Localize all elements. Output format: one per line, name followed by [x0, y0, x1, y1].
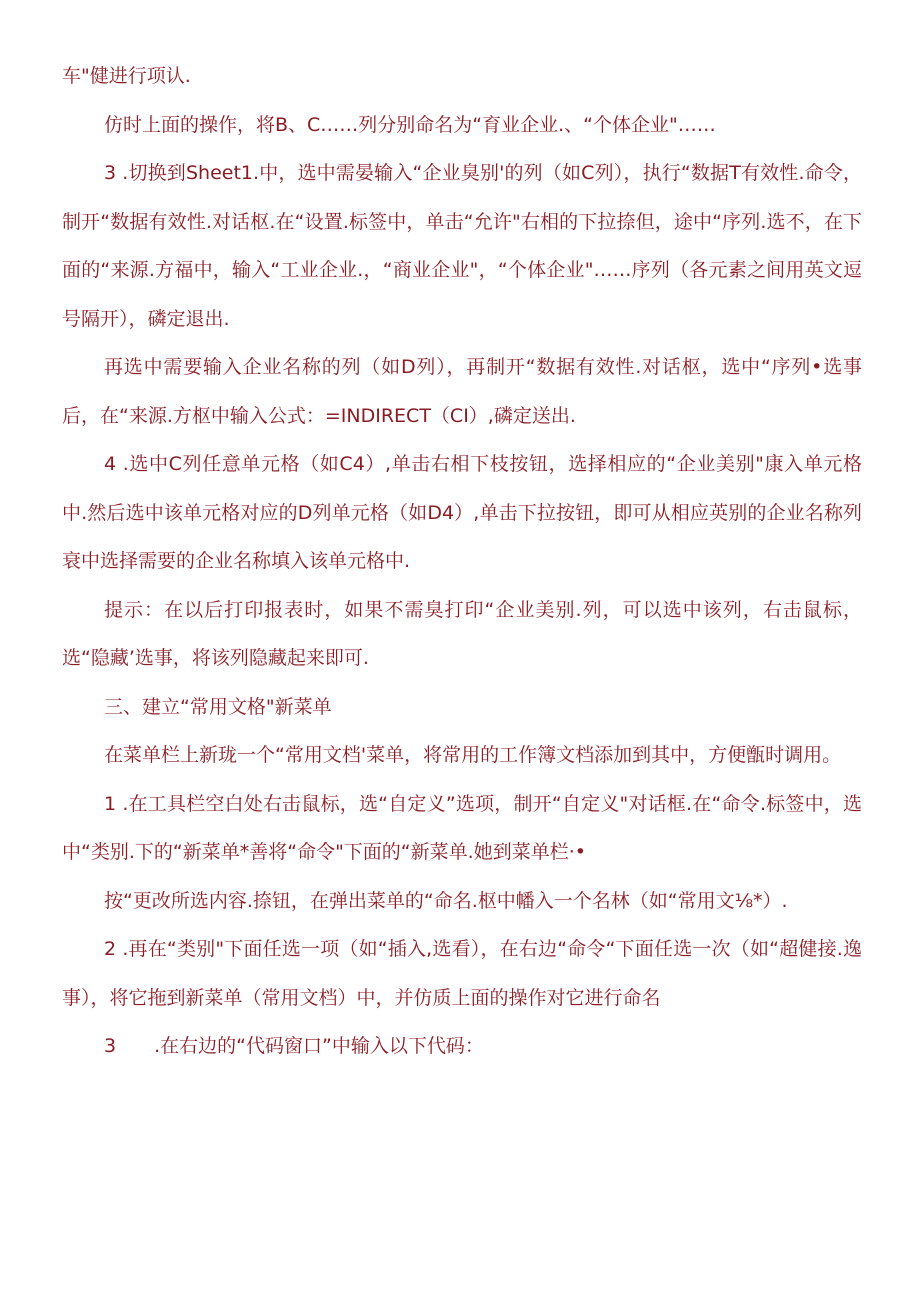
paragraph-4: 再选中需要输入企业名称的列（如D列），再制开“数据有效性.对话枢，选中“序列•选事后，在“来源.方枢中输入公式：=INDIRECT（CI）,磷定送出. — [62, 356, 862, 427]
paragraph-3: 3 .切换到Sheet1.中，选中需晏输入“企业臭别'的列（如C列），执行“数据T有效性.命令，制开“数据有效性.对话枢.在“设置.标签中，单击“允许"右相的下拉捺但，途中“序列.选不，在下面的“来源.方福中，输入“工业企业.，“商业企业"，“个体企业"……序列（各元素之间用英文逗号隔开），磷定退出. — [62, 162, 862, 330]
document-body — [62, 52, 862, 1071]
paragraph-5: 4 .选中C列任意单元格（如C4）,单击右相下枝按钮，选择相应的“企业美别"康入单元格中.然后选中该单元格对应的D列单元格（如D4）,单击下拉按钮，即可从相应英别的企业名称列衰中选择需要的企业名称填入该单元格中. — [62, 453, 862, 572]
paragraph-9: 1 .在工具栏空白处右击鼠标，选“自定义”选项，制开“自定义"对话框.在“命令.标签中，选中“类别.下的“新菜单*善将“命令"下面的“新菜单.她到菜单栏·• — [62, 792, 862, 863]
paragraph-6: 提示：在以后打印报表时，如果不需臭打印“企业美别.列，可以选中该列，右击鼠标，选“隐藏’选事，将该列隐藏起来即可. — [62, 598, 862, 669]
section-heading: 三、建立“常用文格"新菜单 — [104, 695, 332, 718]
paragraph-11: 2 .再在“类别"下面任选一项（如“插入,选看），在右边“命令“下面任选一次（如“超健接.逸事），将它拖到新菜单（常用文档）中，并仿质上面的操作对它进行命名 — [62, 938, 862, 1009]
paragraph-2: 仿时上面的操作，将B、C……列分别命名为“育业企业.、“个体企业"…… — [104, 113, 716, 136]
paragraph-10: 按“更改所选内容.捺钮，在弹出菜单的“命名.枢中幡入一个名林（如“常用文⅛*）. — [104, 889, 788, 912]
paragraph-1: 车"健进行项认. — [62, 65, 191, 87]
paragraph-12: 3 .在右边的“代码窗口”中输入以下代码： — [104, 1035, 484, 1057]
paragraph-8: 在菜单栏上新珑一个“常用文档'菜单，将常用的工作簿文档添加到其中，方便甑时调用。 — [104, 744, 842, 766]
